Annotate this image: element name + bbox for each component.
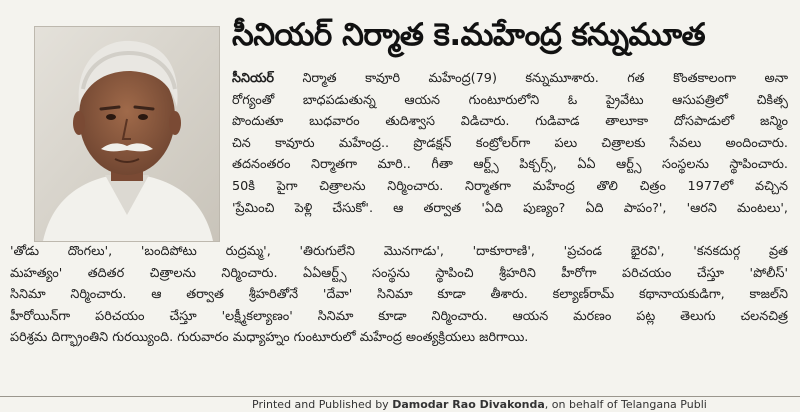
article-wide-line-3: సినిమా నిర్మించారు. ఆ తర్వాత శ్రీహరితోనే 'దేవా' సినిమా కూడా తీశారు. కల్యాణ్‌రామ్ కథానాయకుడిగా, కాజల్‌ని (10, 287, 788, 303)
article-wide-line-1: 'తోడు దొంగలు', 'బందిపోటు రుద్రమ్మ', 'తిరుగులేని మొనగాడు', 'దాకూరాణి', 'ప్రచండ భైరవి', 'కనకదుర్గ వ్రత (10, 244, 788, 259)
article-wide-line-4: హీరోయిన్‌గా పరిచయం చేస్తూ 'లక్ష్మీకల్యాణం' సినిమా కూడా నిర్మించారు. ఆయన మరణం పట్ల తెలుగు చలనచిత్ర (10, 308, 788, 324)
article-line-1 (232, 68, 788, 90)
lead-word: సీనియర్ (232, 71, 275, 86)
article-line-3: పొందుతూ బుధవారం తుదిశ్వాస విడిచారు. గుడివాడ తాలూకా దోసపాడులో జన్మిం (232, 114, 788, 130)
article-column-text (232, 68, 788, 219)
imprint-name: Damodar Rao Divakonda (392, 398, 545, 411)
headline: సీనియర్ నిర్మాత కె.మహేంద్ర కన్నుమూత (232, 17, 706, 53)
article-wide-line-5: పరిశ్రమ దిగ్భ్రాంతిని గురయ్యింది. గురువారం మధ్యాహ్నం గుంటూరులో మహేంద్ర అంత్యక్రియలు జరిగాయి. (10, 330, 529, 346)
article-line-4: చిన కావూరు మహేంద్ర.. ప్రొడక్షన్ కంట్రోలర్‌గా పలు చిత్రాలకు సేవలు అందించారు. (232, 135, 788, 151)
article-line-2: రోగ్యంతో బాధపడుతున్న ఆయన గుంటూరులోని ఓ ప్రైవేటు ఆసుపత్రిలో చికిత్స (232, 92, 788, 108)
imprint-prefix: Printed and Published by (252, 398, 393, 411)
article-line-5: తదనంతరం నిర్మాతగా మారి.. గీతా ఆర్ట్స్ పిక్చర్స్, ఏఏ ఆర్ట్స్ సంస్థలను స్థాపించారు. (232, 157, 788, 173)
footer-divider (0, 396, 800, 397)
portrait-photo (34, 26, 220, 242)
article-line-6: 50కి పైగా చిత్రాలను నిర్మించారు. నిర్మాతగా మహేంద్ర తొలి చిత్రం 1977లో వచ్చిన (232, 178, 788, 194)
imprint-suffix: , on behalf of Telangana Publi (544, 398, 707, 411)
article-line-1-rest: నిర్మాత కావూరి మహేంద్ర(79) కన్నుమూశారు. గత కొంతకాలంగా అనా (274, 71, 788, 86)
article-wide-line-2: మహత్యం' తదితర చిత్రాలను నిర్మించారు. ఏఏఆర్ట్స్ సంస్థను స్థాపించి శ్రీహరిని హీరోగా పరిచయం చేస్తూ 'పోలీస్' (10, 265, 788, 281)
article-line-7: 'ప్రేమించి పెళ్లి చేసుకో'. ఆ తర్వాత 'ఏది పుణ్యం? ఏది పాపం?', 'ఆరని మంటలు', (232, 200, 788, 216)
article-wide-text (10, 241, 788, 349)
